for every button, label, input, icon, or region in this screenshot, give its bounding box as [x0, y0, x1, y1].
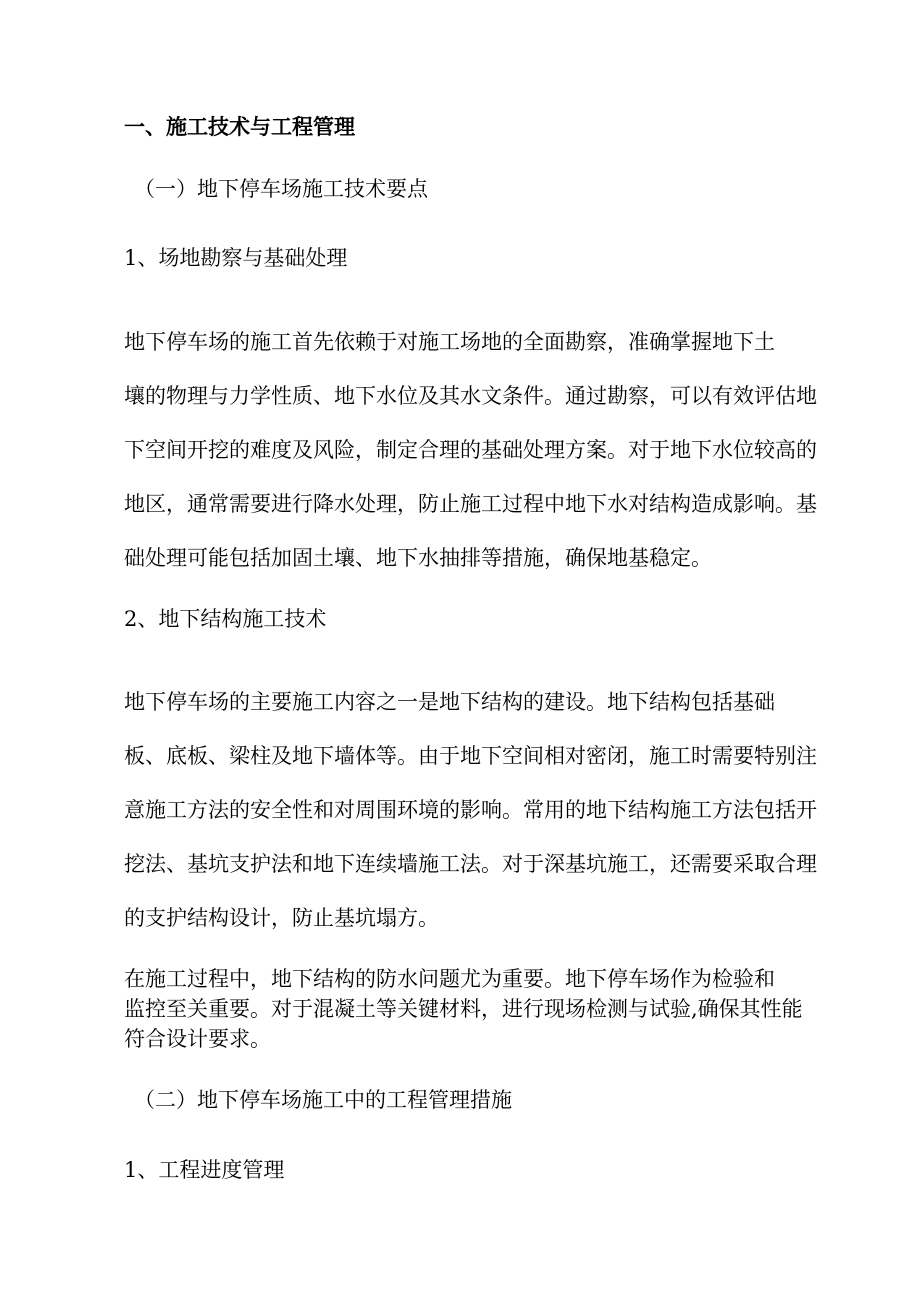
paragraph-line: 板、底板、梁柱及地下墙体等。由于地下空间相对密闭，施工时需要特别注	[124, 744, 817, 768]
subsection-2-1-title: 1、工程进度管理	[124, 1158, 285, 1182]
subsection-1-2-title: 2、地下结构施工技术	[124, 607, 327, 631]
paragraph-underground-structure	[124, 675, 817, 945]
paragraph-line: 的支护结构设计，防止基坑塌方。	[124, 906, 439, 930]
paragraph-line: 础处理可能包括加固土壤、地下水抽排等措施，确保地基稳定。	[124, 546, 712, 570]
paragraph-line: 地下停车场的主要施工内容之一是地下结构的建设。地下结构包括基础	[124, 690, 775, 714]
paragraph-line: 地下停车场的施工首先依赖于对施工场地的全面勘察，准确掌握地下土	[124, 330, 775, 354]
paragraph-line: 下空间开挖的难度及风险，制定合理的基础处理方案。对于地下水位较高的	[124, 438, 817, 462]
paragraph-line: 壤的物理与力学性质、地下水位及其水文条件。通过勘察，可以有效评估地	[124, 384, 817, 408]
paragraph-line: 意施工方法的安全性和对周围环境的影响。常用的地下结构施工方法包括开	[124, 798, 817, 822]
paragraph-line: 符合设计要求。	[124, 1027, 271, 1051]
section-1-title: （一）地下停车场施工技术要点	[134, 177, 428, 201]
paragraph-site-survey	[124, 315, 817, 585]
paragraph-line: 监控至关重要。对于混凝土等关键材料，进行现场检测与试验,确保其性能	[124, 997, 803, 1021]
paragraph-line: 地区，通常需要进行降水处理，防止施工过程中地下水对结构造成影响。基	[124, 492, 817, 516]
paragraph-line: 挖法、基坑支护法和地下连续墙施工法。对于深基坑施工，还需要采取合理	[124, 852, 817, 876]
subsection-1-1-title: 1、场地勘察与基础处理	[124, 246, 348, 270]
section-2-title: （二）地下停车场施工中的工程管理措施	[134, 1088, 512, 1112]
paragraph-line: 在施工过程中，地下结构的防水问题尤为重要。地下停车场作为检验和	[124, 967, 775, 991]
paragraph-waterproofing	[124, 964, 824, 1054]
heading-1: 一、施工技术与工程管理	[124, 114, 355, 139]
